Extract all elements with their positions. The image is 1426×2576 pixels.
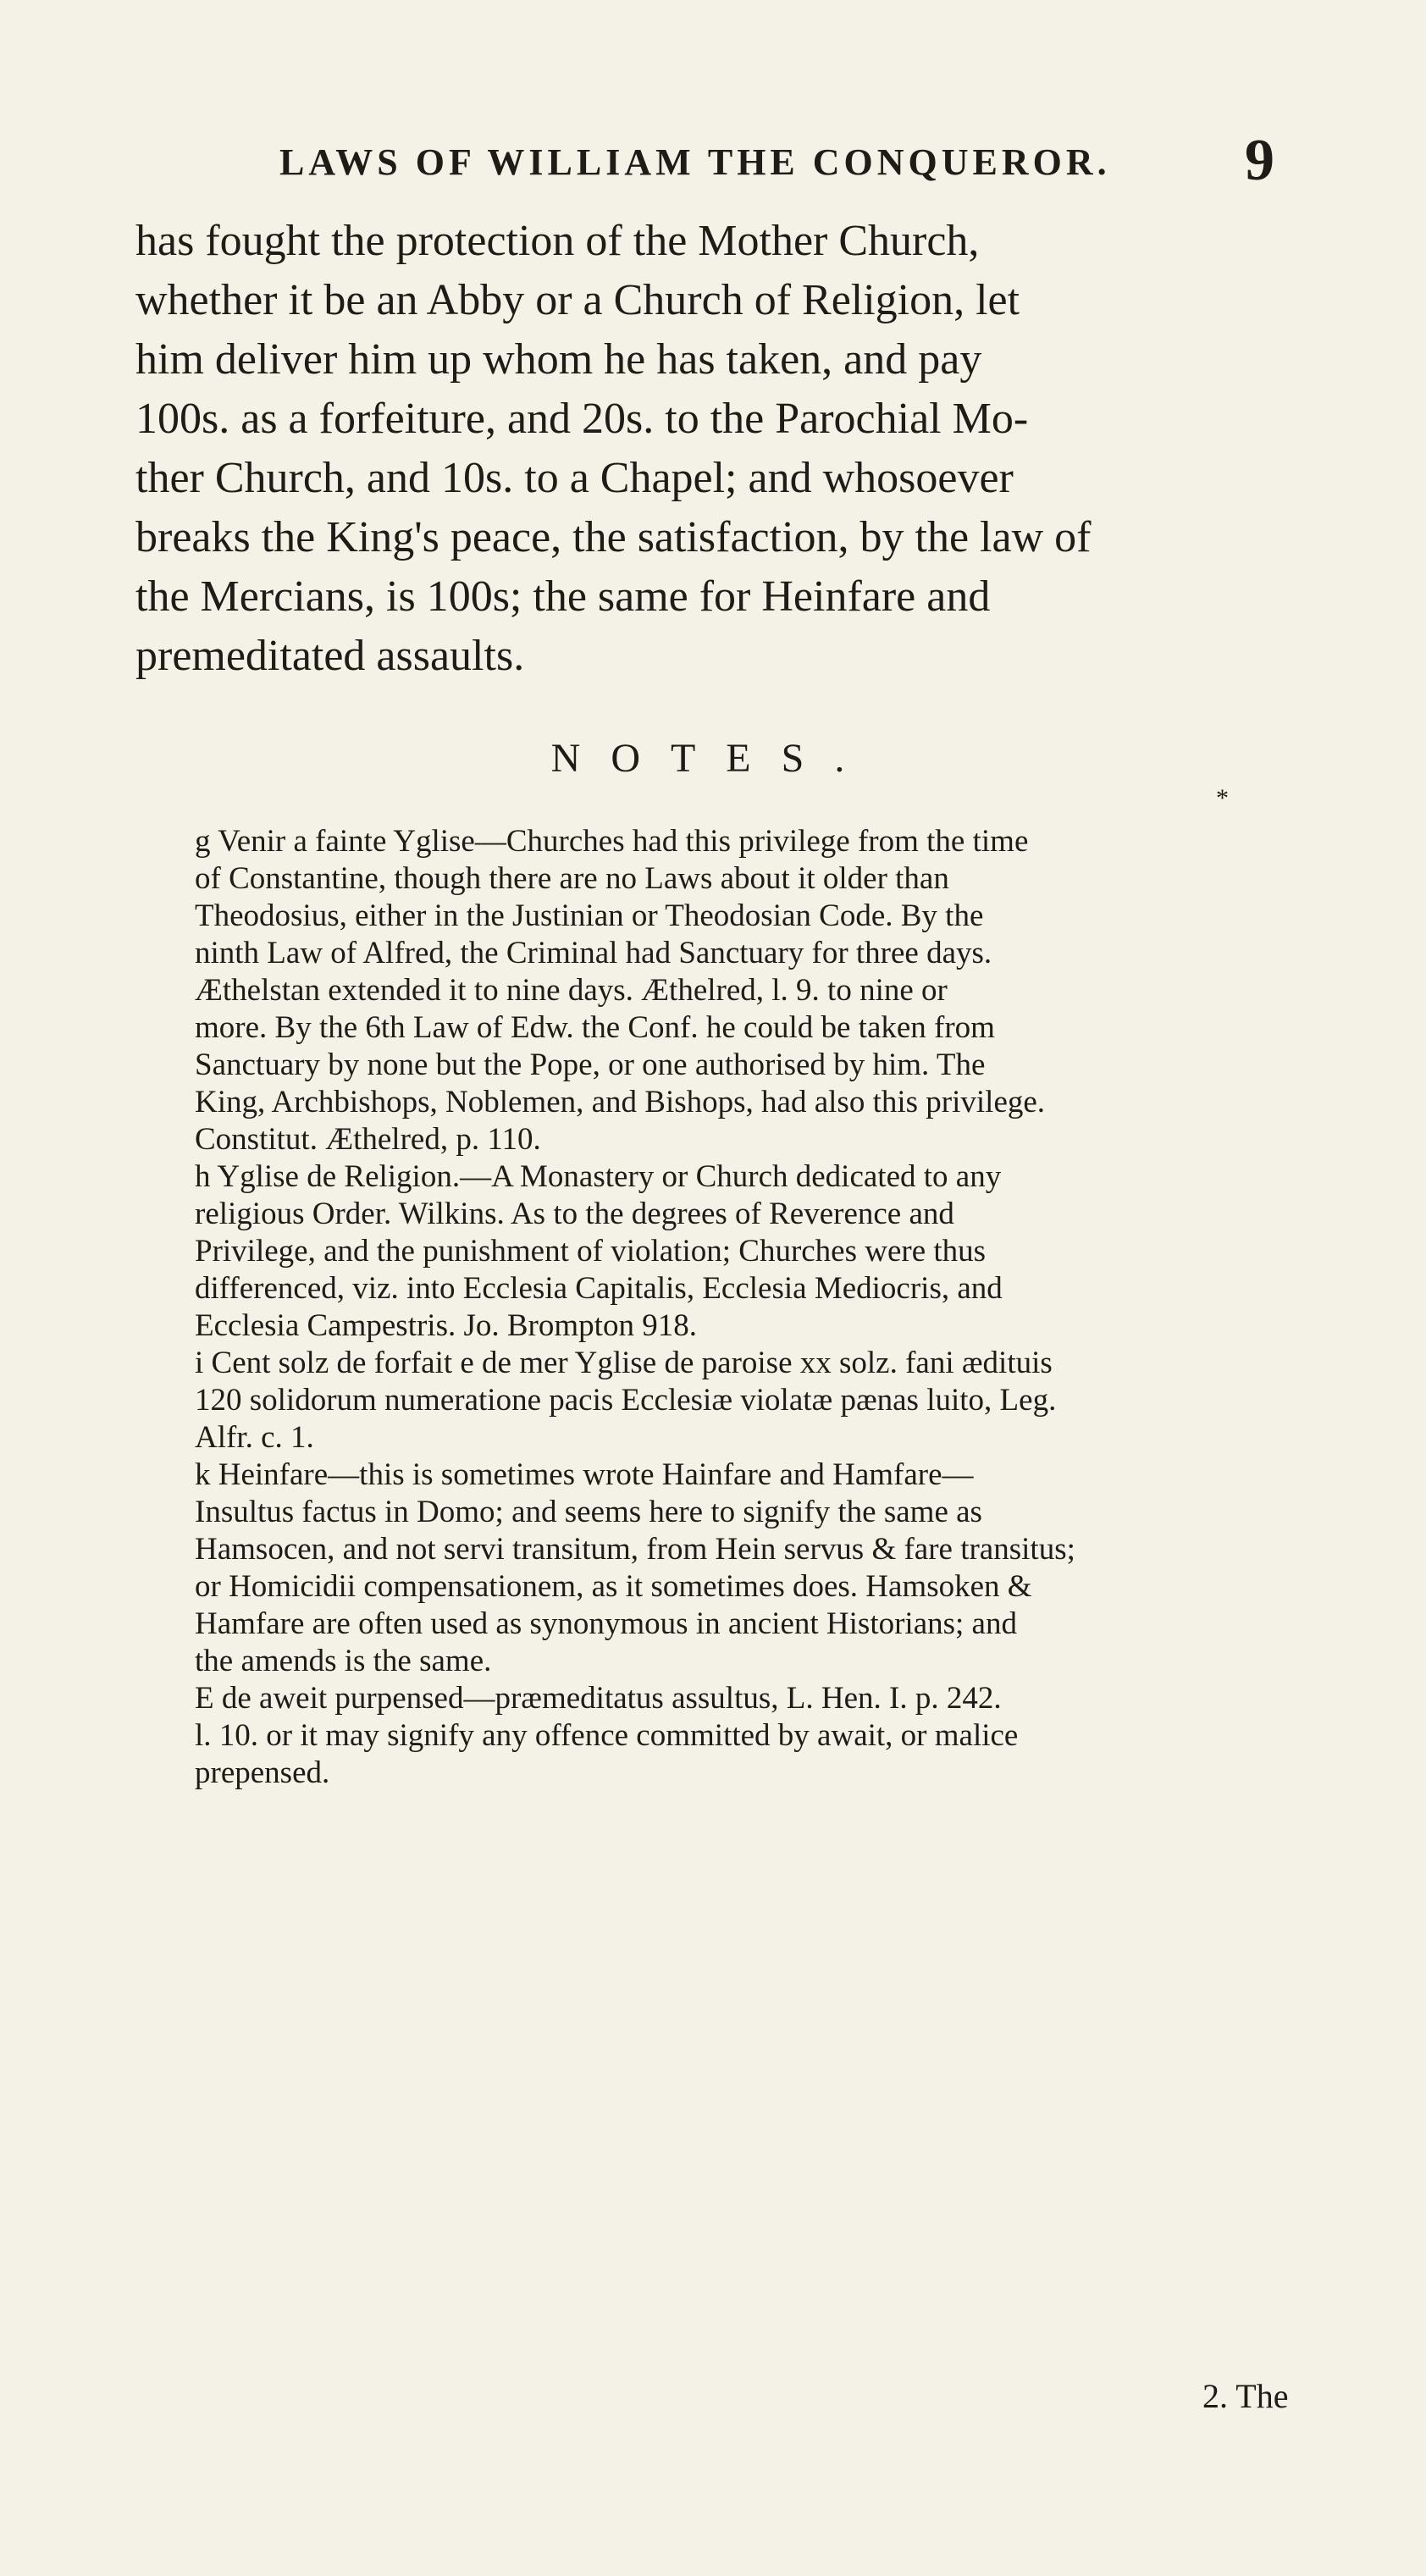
footnote-g (0, 823, 1426, 1158)
footnote-line: k Heinfare—this is sometimes wrote Hainfare and Hamfare— (195, 1457, 974, 1492)
footnote-line: Theodosius, either in the Justinian or Theodosian Code. By the (195, 898, 984, 933)
footnote-line: Sanctuary by none but the Pope, or one authorised by him. The (195, 1048, 986, 1082)
footnote-line: Ecclesia Campestris. Jo. Brompton 918. (195, 1308, 697, 1343)
page-number: 9 (1245, 128, 1274, 193)
footnote-line: Æthelstan extended it to nine days. Æthelred, l. 9. to nine or (195, 973, 948, 1008)
running-head: LAWS OF WILLIAM THE CONQUEROR. (279, 141, 1111, 183)
footnote-i (0, 1345, 1426, 1457)
notes-section (0, 823, 1426, 1792)
catchword: 2. The (1202, 2377, 1289, 2415)
footnote-k (0, 1457, 1426, 1680)
footnote-line: more. By the 6th Law of Edw. the Conf. he could be taken from (195, 1010, 995, 1045)
footnote-line: ninth Law of Alfred, the Criminal had Sanctuary for three days. (195, 936, 992, 970)
main-text-line: has fought the protection of the Mother Church, (135, 217, 980, 265)
main-text (135, 212, 1304, 686)
footnote-line: Insultus factus in Domo; and seems here to signify the same as (195, 1495, 982, 1529)
notes-heading: NOTES. (550, 736, 876, 781)
footnote-line: l. 10. or it may signify any offence committed by await, or malice (195, 1718, 1019, 1753)
footnote-line: i Cent solz de forfait e de mer Yglise de paroise xx solz. fani ædituis (195, 1346, 1053, 1380)
main-text-line: 100s. as a forfeiture, and 20s. to the Parochial Mo- (135, 395, 1029, 443)
footnote-line: prepensed. (195, 1755, 330, 1790)
main-text-line: premeditated assaults. (135, 632, 525, 680)
footnote-line: of Constantine, though there are no Laws about it older than (195, 861, 949, 896)
footnote-line: Hamfare are often used as synonymous in ancient Historians; and (195, 1606, 1017, 1641)
footnote-line: h Yglise de Religion.—A Monastery or Church dedicated to any (195, 1159, 1002, 1194)
main-text-line: whether it be an Abby or a Church of Religion, let (135, 276, 1020, 324)
main-text-line: the Mercians, is 100s; the same for Heinfare and (135, 572, 991, 621)
footnote-line: 120 solidorum numeratione pacis Ecclesiæ violatæ pænas luito, Leg. (195, 1383, 1057, 1418)
footnote-line: or Homicidii compensationem, as it sometimes does. Hamsoken & (195, 1569, 1032, 1604)
footnote-line: religious Order. Wilkins. As to the degrees of Reverence and (195, 1197, 954, 1231)
main-text-line: him deliver him up whom he has taken, and pay (135, 335, 982, 384)
footnote-line: King, Archbishops, Noblemen, and Bishops, had also this privilege. (195, 1085, 1046, 1119)
notes-mark: * (1216, 784, 1229, 812)
footnote-h (0, 1158, 1426, 1345)
footnote-line: Privilege, and the punishment of violation; Churches were thus (195, 1234, 987, 1269)
footnote-line: Alfr. c. 1. (195, 1420, 314, 1455)
footnote-line: E de aweit purpensed—præmeditatus assultus, L. Hen. I. p. 242. (195, 1681, 1002, 1716)
footnote-l (0, 1680, 1426, 1792)
main-text-line: ther Church, and 10s. to a Chapel; and whosoever (135, 454, 1014, 502)
footnote-line: differenced, viz. into Ecclesia Capitalis, Ecclesia Mediocris, and (195, 1271, 1003, 1306)
footnote-line: Hamsocen, and not servi transitum, from Hein servus & fare transitus; (195, 1532, 1075, 1567)
footnote-line: the amends is the same. (195, 1644, 492, 1678)
main-text-line: breaks the King's peace, the satisfaction, by the law of (135, 513, 1092, 561)
footnote-line: Constitut. Æthelred, p. 110. (195, 1122, 541, 1157)
footnote-line: g Venir a fainte Yglise—Churches had this privilege from the time (195, 824, 1029, 859)
